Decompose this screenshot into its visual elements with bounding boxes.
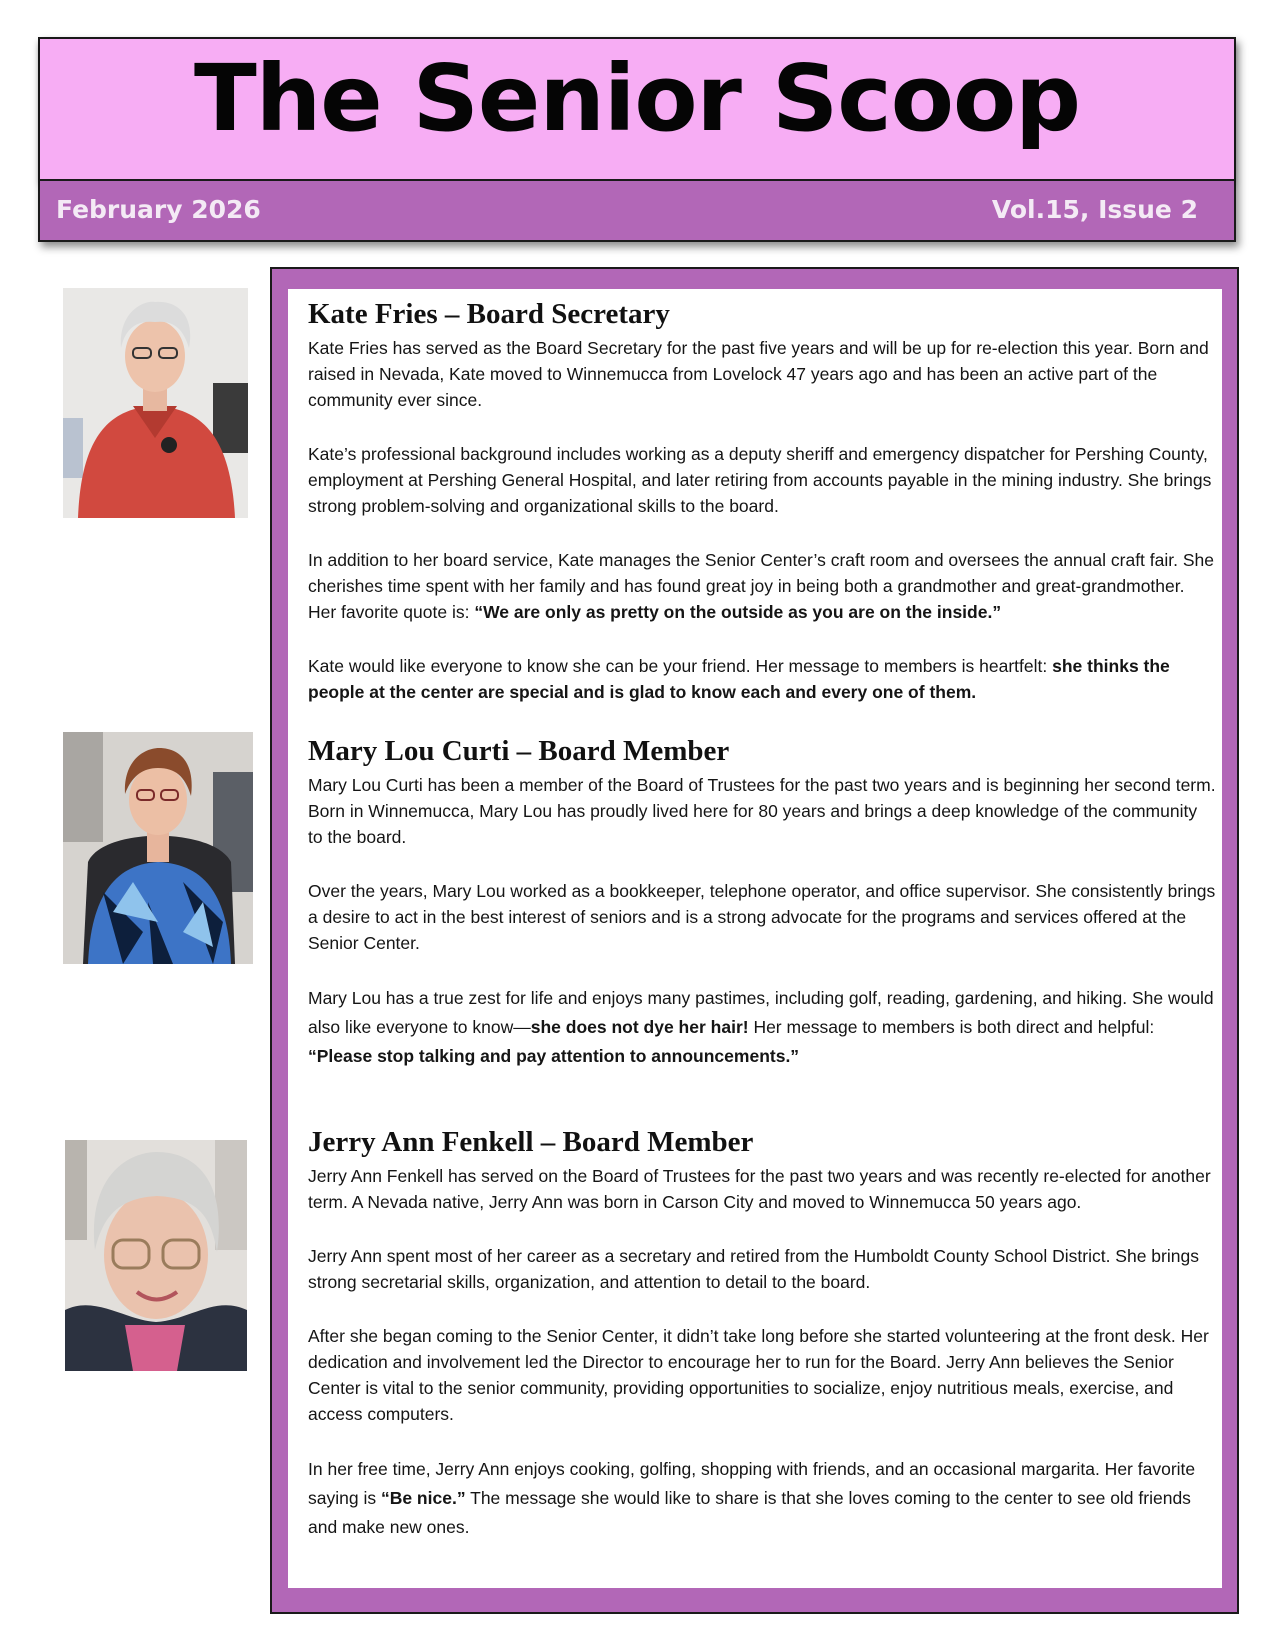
issue-volume: Vol.15, Issue 2 (991, 195, 1198, 224)
article-paragraph: After she began coming to the Senior Center, it didn’t take long before she started volunteering at the front desk. Her dedication and involvement led the Director to encourage her to run for the Board. Jerry Ann believes the Senior Center is vital to the senior community, providing opportunities to socialize, enjoy nutritious meals, exercise, and access computers. (308, 1325, 1209, 1424)
issue-date: February 2026 (56, 195, 261, 224)
article-mary-lou-curti (308, 736, 1216, 1071)
article-frame (270, 267, 1239, 1614)
article-paragraph: Over the years, Mary Lou worked as a bookkeeper, telephone operator, and office supervisor. She consistently brings a desire to act in the best interest of seniors and is a strong advocate for the programs and services offered at the Senior Center. (308, 880, 1216, 953)
article-heading: Mary Lou Curti – Board Member (308, 735, 730, 767)
article-panel (288, 289, 1222, 1588)
article-paragraph: Kate’s professional background includes working as a deputy sheriff and emergency dispatcher for Pershing County, employment at Pershing General Hospital, and later retiring from accounts payable in the mining industry. She brings strong problem-solving and organizational skills to the board. (308, 443, 1212, 516)
article-paragraph: Kate Fries has served as the Board Secretary for the past five years and will be up for re-election this year. Born and raised in Nevada, Kate moved to Winnemucca from Lovelock 47 years ago and has been an active part of the community ever since. (308, 337, 1209, 410)
article-paragraph: Mary Lou Curti has been a member of the Board of Trustees for the past two years and is beginning her second term. Born in Winnemucca, Mary Lou has proudly lived here for 80 years and brings a deep knowledge of the community to the board. (308, 774, 1216, 847)
paragraph-text: Mary Lou has a true zest for life and enjoys many pastimes, including golf, reading, gardening, and hiking. She would also like everyone to know— (308, 987, 1214, 1037)
paragraph-text: Kate would like everyone to know she can be your friend. Her message to members is heartfelt: (308, 655, 1053, 676)
kate-fries-photo (63, 288, 248, 518)
paragraph-text: The message she would like to share is that she loves coming to the center to see old friends and make new ones. (308, 1487, 1191, 1537)
favorite-quote: “We are only as pretty on the outside as you are on the inside.” (474, 601, 1002, 622)
article-jerry-ann-fenkell (308, 1127, 1216, 1542)
favorite-saying: “Be nice.” (380, 1487, 466, 1508)
masthead (38, 37, 1236, 242)
article-paragraph (308, 547, 1216, 625)
issue-band (40, 181, 1234, 240)
paragraph-text: Her message to members is both direct and helpful: (748, 1016, 1155, 1037)
member-message: “Please stop talking and pay attention to announcements.” (308, 1045, 800, 1066)
fun-fact: she does not dye her hair! (530, 1016, 749, 1037)
title-band (40, 39, 1234, 181)
jerry-ann-fenkell-photo (65, 1140, 247, 1371)
newsletter-title: The Senior Scoop (193, 45, 1081, 152)
article-heading: Jerry Ann Fenkell – Board Member (308, 1126, 754, 1158)
article-paragraph (308, 653, 1216, 705)
paragraph-text: In her free time, Jerry Ann enjoys cooking, golfing, shopping with friends, and an occasional margarita. Her favorite saying is (308, 1458, 1196, 1508)
paragraph-text: In addition to her board service, Kate manages the Senior Center’s craft room and oversees the annual craft fair. She cherishes time spent with her family and has found great joy in being both a grandmother and great-grandmother. Her favorite quote is: (308, 549, 1214, 622)
article-paragraph (308, 1455, 1216, 1542)
article-paragraph: Jerry Ann spent most of her career as a secretary and retired from the Humboldt County School District. She brings strong secretarial skills, organization, and attention to detail to the board. (308, 1245, 1199, 1292)
article-paragraph: Jerry Ann Fenkell has served on the Board of Trustees for the past two years and was recently re-elected for another term. A Nevada native, Jerry Ann was born in Carson City and moved to Winnemucca 50 years ago. (308, 1165, 1211, 1212)
article-heading: Kate Fries – Board Secretary (308, 298, 670, 330)
article-kate-fries (308, 299, 1216, 705)
member-message: she thinks the people at the center are special and is glad to know each and every one of them. (308, 655, 1170, 702)
mary-lou-curti-photo (63, 732, 253, 964)
article-paragraph (308, 984, 1216, 1071)
